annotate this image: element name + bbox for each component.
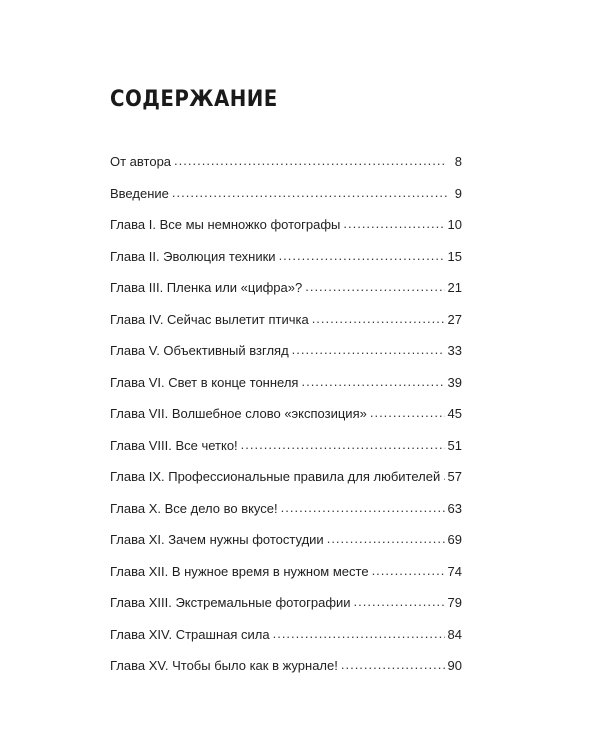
dot-leader bbox=[343, 214, 444, 234]
toc-entry-page: 45 bbox=[447, 406, 462, 421]
toc-entry-chapter-12 bbox=[110, 562, 462, 594]
toc-entry-title: Глава XIV. Страшная сила bbox=[110, 626, 270, 642]
toc-entry-page: 84 bbox=[447, 626, 462, 642]
toc-entry-chapter-10 bbox=[110, 499, 462, 531]
toc-entry-title: Глава I. Все мы немножко фотографы bbox=[110, 217, 341, 232]
dot-leader bbox=[301, 372, 444, 392]
toc-entry-page: 90 bbox=[447, 658, 462, 673]
toc-entry-chapter-4 bbox=[110, 310, 462, 342]
dot-leader bbox=[273, 624, 445, 644]
toc-entry-chapter-13 bbox=[110, 593, 462, 625]
dot-leader bbox=[279, 246, 445, 266]
dot-leader bbox=[172, 183, 447, 203]
toc-entry-page: 9 bbox=[454, 185, 462, 201]
toc-entry-page: 69 bbox=[447, 532, 462, 547]
toc-entry-chapter-15 bbox=[110, 656, 462, 688]
toc-entry-page: 21 bbox=[447, 280, 462, 295]
toc-entry-chapter-14 bbox=[110, 625, 462, 657]
toc-entry-title: Глава VI. Свет в конце тоннеля bbox=[110, 374, 299, 390]
toc-entry-chapter-7 bbox=[110, 404, 462, 436]
dot-leader bbox=[292, 340, 445, 360]
toc-entry-chapter-8 bbox=[110, 436, 462, 468]
dot-leader bbox=[354, 592, 445, 612]
dot-leader bbox=[370, 403, 445, 423]
dot-leader bbox=[241, 435, 445, 455]
toc-entry-chapter-3 bbox=[110, 278, 462, 310]
toc-entry-chapter-1 bbox=[110, 215, 462, 247]
toc-entry-title: Глава XII. В нужное время в нужном месте bbox=[110, 563, 369, 579]
toc-entry-title: Глава III. Пленка или «цифра»? bbox=[110, 280, 303, 295]
dot-leader bbox=[372, 561, 445, 581]
toc-entry-page: 63 bbox=[447, 500, 462, 516]
toc-entry-page: 33 bbox=[447, 343, 462, 358]
toc-entry-chapter-2 bbox=[110, 247, 462, 279]
toc-heading: СОДЕРЖАНИЕ bbox=[110, 87, 278, 112]
toc-entry-title: Глава IX. Профессиональные правила для любителей bbox=[110, 469, 441, 484]
toc-entry-title: Глава IV. Сейчас вылетит птичка bbox=[110, 311, 309, 327]
toc-entry-page: 51 bbox=[447, 437, 462, 453]
toc-entry-title: Введение bbox=[110, 185, 169, 201]
toc-entry-title: Глава VII. Волшебное слово «экспозиция» bbox=[110, 406, 367, 421]
toc-entry-title: Глава V. Объективный взгляд bbox=[110, 343, 289, 358]
dot-leader bbox=[443, 466, 444, 486]
toc-entry-chapter-9 bbox=[110, 467, 462, 499]
toc-entry-page: 39 bbox=[447, 374, 462, 390]
dot-leader bbox=[312, 309, 445, 329]
dot-leader bbox=[174, 151, 447, 171]
toc-entry-page: 10 bbox=[447, 217, 462, 232]
toc-entry-title: Глава XV. Чтобы было как в журнале! bbox=[110, 658, 338, 673]
toc-entry-title: Глава XIII. Экстремальные фотографии bbox=[110, 595, 351, 610]
dot-leader bbox=[327, 529, 445, 549]
dot-leader bbox=[305, 277, 444, 297]
toc-entry-page: 57 bbox=[447, 469, 462, 484]
toc-entry-introduction bbox=[110, 184, 462, 216]
toc-entry-title: Глава VIII. Все четко! bbox=[110, 437, 238, 453]
dot-leader bbox=[341, 655, 445, 675]
toc-entry-page: 27 bbox=[447, 311, 462, 327]
dot-leader bbox=[281, 498, 445, 518]
toc-entry-page: 74 bbox=[447, 563, 462, 579]
toc-entry-page: 79 bbox=[447, 595, 462, 610]
toc-entry-chapter-11 bbox=[110, 530, 462, 562]
toc-entry-chapter-5 bbox=[110, 341, 462, 373]
toc-entry-title: Глава XI. Зачем нужны фотостудии bbox=[110, 532, 324, 547]
toc-entry-page: 15 bbox=[447, 248, 462, 264]
toc-entry-title: Глава II. Эволюция техники bbox=[110, 248, 276, 264]
toc-entry-author-foreword bbox=[110, 152, 462, 184]
toc-list bbox=[110, 152, 462, 688]
toc-entry-page: 8 bbox=[454, 154, 462, 169]
toc-entry-title: Глава X. Все дело во вкусе! bbox=[110, 500, 278, 516]
toc-entry-chapter-6 bbox=[110, 373, 462, 405]
toc-entry-title: От автора bbox=[110, 154, 172, 169]
